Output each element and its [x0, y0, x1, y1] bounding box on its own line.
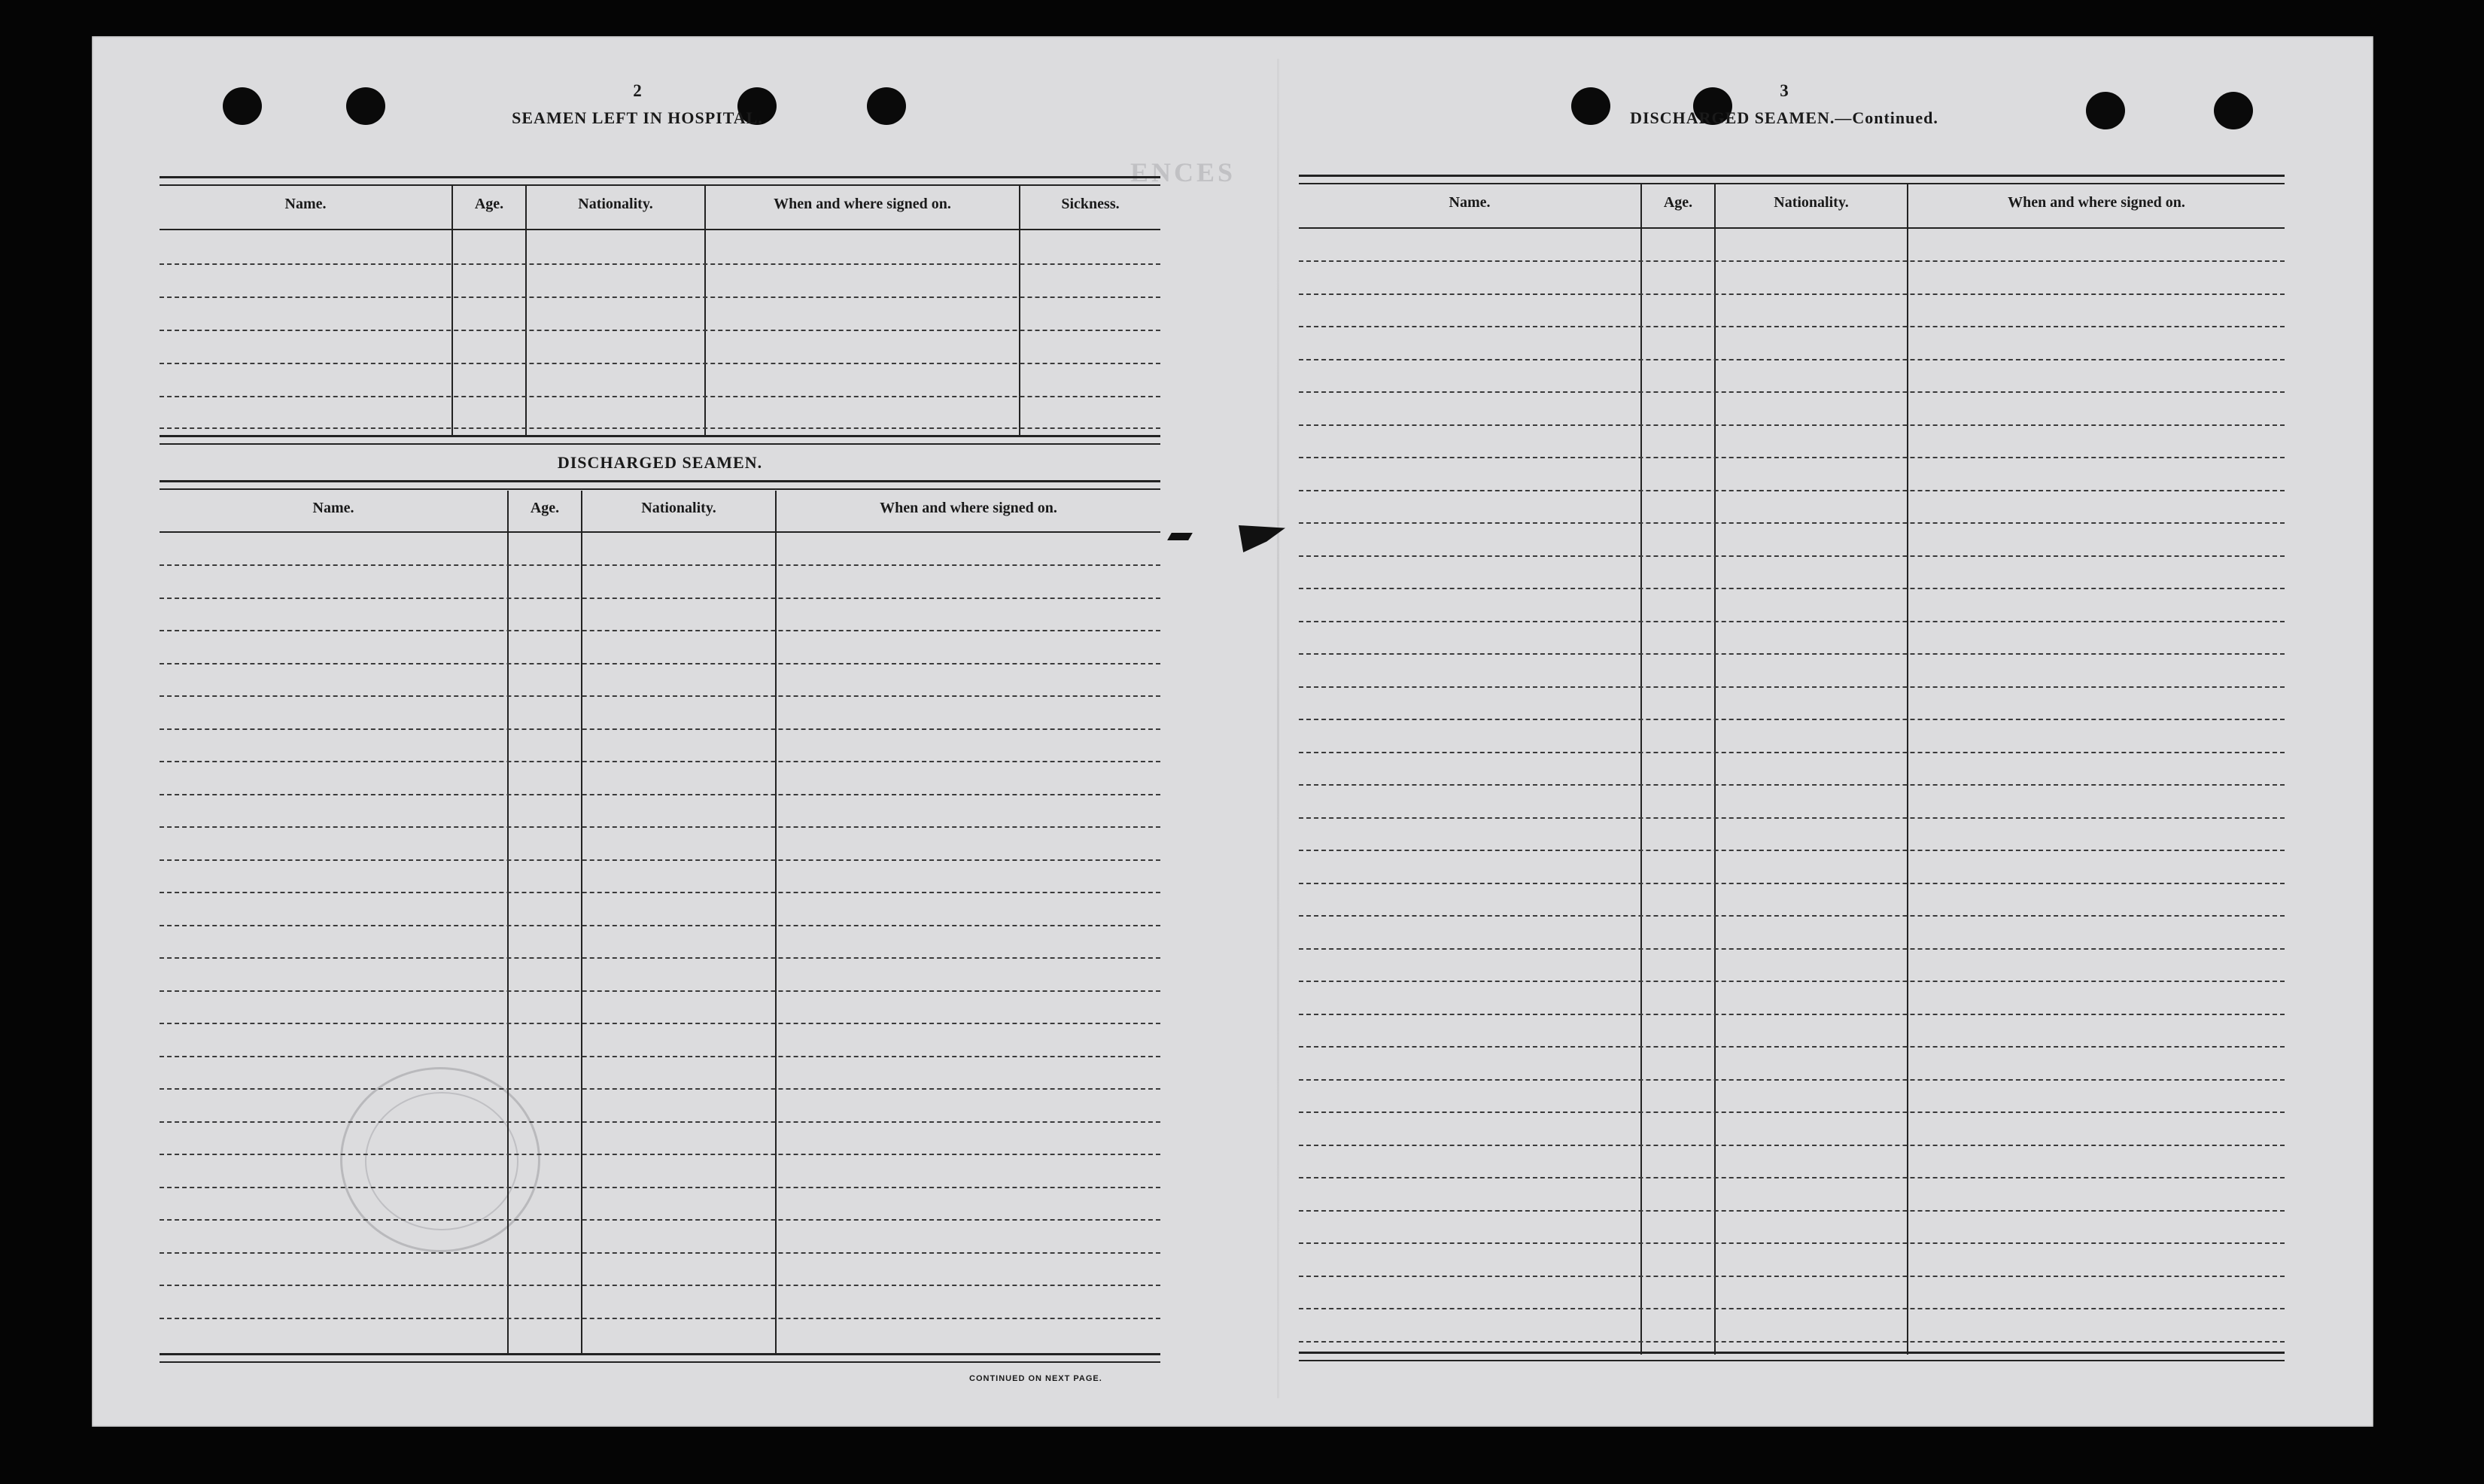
- entry-line: [1299, 981, 2285, 982]
- entry-line: [1299, 1079, 2285, 1081]
- table-bottom-rule: [160, 435, 1160, 445]
- page-number: 2: [633, 81, 642, 100]
- col-header-age: Age.: [474, 196, 504, 212]
- col-header-when-where: When and where signed on.: [774, 196, 951, 212]
- entry-line: [160, 263, 1160, 265]
- col-header-sickness: Sickness.: [1061, 196, 1120, 212]
- page-title: DISCHARGED SEAMEN.—Continued.: [1630, 108, 1938, 127]
- entry-line: [1299, 883, 2285, 884]
- col-header-name: Name.: [312, 500, 354, 516]
- column-divider: [704, 185, 706, 435]
- entry-line: [1299, 784, 2285, 786]
- col-header-age: Age.: [530, 500, 560, 516]
- col-header-name: Name.: [1449, 194, 1491, 211]
- entry-line: [160, 630, 1160, 631]
- entry-line: [1299, 1210, 2285, 1212]
- header-underline: [160, 531, 1160, 533]
- entry-line: [1299, 1111, 2285, 1113]
- entry-line: [1299, 1341, 2285, 1343]
- entry-line: [160, 1154, 1160, 1155]
- entry-line: [1299, 1276, 2285, 1277]
- entry-line: [1299, 653, 2285, 655]
- entry-line: [160, 826, 1160, 828]
- entry-line: [160, 330, 1160, 331]
- entry-line: [160, 1056, 1160, 1057]
- entry-line: [1299, 621, 2285, 622]
- ledger-sheet: [92, 36, 2373, 1427]
- entry-line: [160, 794, 1160, 795]
- bleed-through-mark: ENCES: [1130, 157, 1236, 187]
- continued-note: CONTINUED ON NEXT PAGE.: [969, 1374, 1102, 1383]
- entry-line: [160, 957, 1160, 959]
- entry-line: [1299, 522, 2285, 524]
- entry-line: [1299, 1046, 2285, 1048]
- entry-line: [160, 1318, 1160, 1319]
- col-header-when-where: When and where signed on.: [880, 500, 1057, 516]
- entry-line: [1299, 555, 2285, 557]
- entry-line: [160, 1121, 1160, 1123]
- entry-line: [160, 427, 1160, 429]
- entry-line: [1299, 588, 2285, 589]
- entry-line: [160, 1285, 1160, 1286]
- page-title: SEAMEN LEFT IN HOSPITAL.: [512, 108, 763, 127]
- entry-line: [1299, 326, 2285, 327]
- entry-line: [160, 761, 1160, 762]
- entry-line: [1299, 391, 2285, 393]
- entry-line: [1299, 490, 2285, 491]
- entry-line: [160, 990, 1160, 992]
- right-page: [1299, 81, 2285, 1391]
- entry-line: [160, 1023, 1160, 1024]
- entry-line: [160, 396, 1160, 397]
- table-top-rule: [160, 176, 1160, 186]
- entry-line: [160, 296, 1160, 298]
- entry-line: [160, 859, 1160, 861]
- column-divider: [451, 185, 453, 435]
- col-header-name: Name.: [284, 196, 327, 212]
- entry-line: [1299, 359, 2285, 360]
- entry-line: [1299, 719, 2285, 720]
- entry-line: [1299, 948, 2285, 950]
- entry-line: [160, 1252, 1160, 1254]
- table-bottom-rule: [160, 1353, 1160, 1363]
- entry-line: [160, 892, 1160, 893]
- entry-line: [1299, 260, 2285, 262]
- entry-line: [160, 363, 1160, 364]
- entry-line: [1299, 850, 2285, 851]
- entry-line: [1299, 817, 2285, 819]
- table-top-rule: [1299, 175, 2285, 184]
- entry-line: [1299, 686, 2285, 688]
- entry-line: [160, 1187, 1160, 1188]
- entry-line: [160, 925, 1160, 926]
- entry-line: [160, 663, 1160, 664]
- entry-line: [1299, 915, 2285, 917]
- entry-line: [1299, 1177, 2285, 1178]
- entry-line: [1299, 457, 2285, 458]
- header-underline: [1299, 227, 2285, 229]
- column-divider: [1019, 185, 1020, 435]
- column-divider: [581, 491, 582, 1355]
- page-number: 3: [1780, 81, 1789, 100]
- entry-line: [160, 598, 1160, 599]
- table-top-rule: [160, 480, 1160, 490]
- col-header-nationality: Nationality.: [578, 196, 653, 212]
- entry-line: [1299, 1014, 2285, 1015]
- column-divider: [525, 185, 527, 435]
- column-divider: [775, 491, 777, 1355]
- table-bottom-rule: [1299, 1352, 2285, 1361]
- entry-line: [160, 564, 1160, 566]
- column-divider: [507, 491, 509, 1355]
- header-underline: [160, 229, 1160, 230]
- col-header-when-where: When and where signed on.: [2008, 194, 2185, 211]
- col-header-nationality: Nationality.: [641, 500, 716, 516]
- entry-line: [160, 695, 1160, 697]
- entry-line: [160, 1088, 1160, 1090]
- paper-tear: [1167, 533, 1193, 540]
- col-header-nationality: Nationality.: [1774, 194, 1849, 211]
- entry-line: [1299, 752, 2285, 753]
- page-gutter: [1277, 59, 1279, 1398]
- entry-line: [1299, 1308, 2285, 1309]
- entry-line: [1299, 424, 2285, 426]
- col-header-age: Age.: [1663, 194, 1693, 211]
- entry-line: [1299, 293, 2285, 295]
- entry-line: [160, 728, 1160, 730]
- entry-line: [160, 1219, 1160, 1221]
- left-page: [160, 81, 1160, 1391]
- section-title: DISCHARGED SEAMEN.: [557, 453, 763, 472]
- entry-line: [1299, 1242, 2285, 1244]
- entry-line: [1299, 1145, 2285, 1146]
